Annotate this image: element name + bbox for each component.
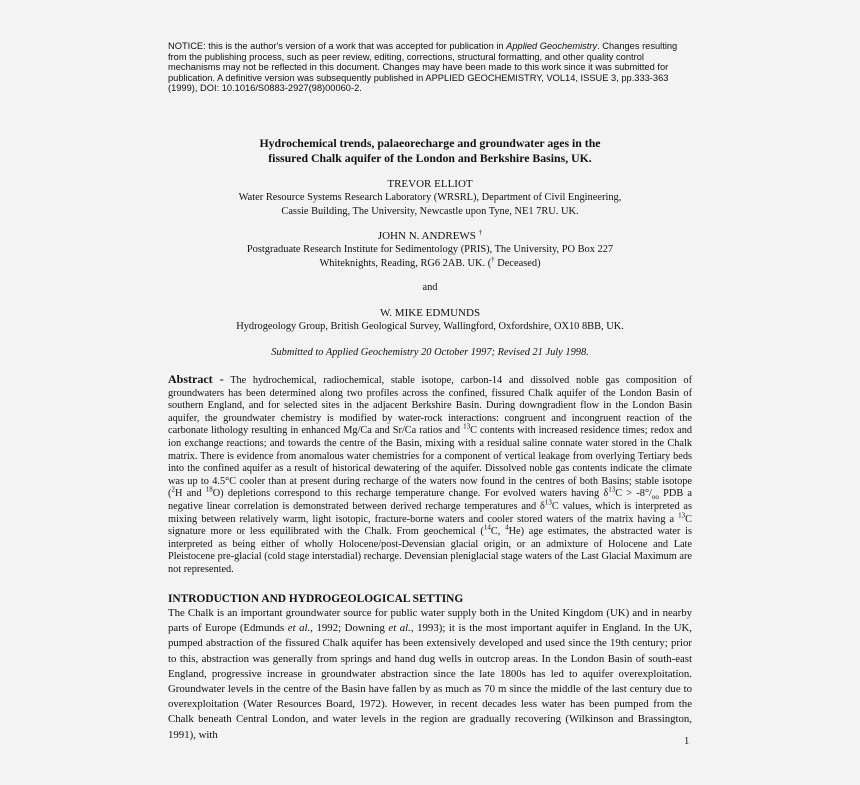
body-text: The Chalk is an important groundwater source for public water supply both in the United Kingdom (UK) and in nearby parts of Europe (Edmunds [168, 607, 692, 635]
dagger-mark: † [478, 228, 483, 237]
superscript: 13 [463, 422, 471, 431]
author-affiliation: Hydrogeology Group, British Geological Survey, Wallingford, Oxfordshire, OX10 8BB, UK. [236, 321, 624, 332]
section-heading: INTRODUCTION AND HYDROGEOLOGICAL SETTING [168, 593, 464, 605]
body-text: , 1992; Downing [310, 622, 389, 635]
title-line-2: fissured Chalk aquifer of the London and Berkshire Basins, UK. [268, 151, 592, 165]
abstract-text: C, [490, 526, 506, 538]
affiliation-line: Cassie Building, The University, Newcastle upon Tyne, NE1 7RU. UK. [281, 206, 579, 217]
subscript: oo [651, 493, 659, 502]
journal-name: Applied Geochemistry [506, 41, 598, 51]
affiliation-line: Water Resource Systems Research Laboratory (WRSRL), Department of Civil Engineering, [238, 192, 622, 203]
abstract-text: O) depletions correspond to this recharge temperature change. For evolved waters having δ [212, 488, 609, 500]
superscript: 13 [544, 498, 552, 507]
et-al: et al. [287, 622, 311, 635]
superscript: 13 [608, 485, 616, 494]
affiliation-line [168, 257, 692, 271]
superscript: 4 [505, 523, 509, 532]
dagger-mark: † [491, 255, 495, 264]
author-affiliation [168, 191, 692, 219]
abstract-text: C signature more or less equilibrated with the Chalk. From geochemical ( [168, 513, 692, 538]
abstract-paragraph [168, 373, 692, 577]
author-name: TREVOR ELLIOT [387, 178, 473, 190]
publication-notice [168, 41, 684, 94]
and-separator: and [422, 282, 438, 293]
author-name: W. MIKE EDMUNDS [379, 307, 481, 319]
author-affiliation [168, 243, 692, 271]
notice-text: NOTICE: this is the author's version of a work that was accepted for publication in [168, 41, 507, 51]
notice-text-rest: . Changes resulting from the publishing process, such as peer review, editing, corrections, structural formatting, and other quality control mechanisms may not be reflected in this document. Changes may have been made to this work since it was submitted for publication. A definitive version was subsequently published in APPLIED GEOCHEMISTRY, VOL14, ISSUE 3, pp.333-363 (1999), DOI: 10.1016/S0883-2927(98)00060-2. [168, 41, 678, 94]
superscript: 14 [483, 523, 491, 532]
et-al: et al. [388, 622, 411, 635]
paper-title [168, 136, 692, 166]
superscript: 2 [171, 485, 175, 494]
submission-note: Submitted to Applied Geochemistry 20 October 1997; Revised 21 July 1998. [271, 347, 589, 358]
abstract-label: Abstract - [168, 372, 224, 386]
abstract-text: PDB a negative linear correlation is demonstrated between derived recharge temperatures and δ [168, 488, 692, 512]
abstract-text: The hydrochemical, radiochemical, stable isotope, carbon-14 and dissolved noble gas composition of groundwaters has been determined along two profiles across the confined, fissured Chalk aquifer of the London Basin of southern England, and for selected sites in the adjacent Berkshire Basin. During downgradient flow in the London Basin aquifer, the groundwater chemistry is modified by water-rock interactions: congruent and incongruent reaction of the carbonate lithology resulting in enhanced Mg/Ca and Sr/Ca ratios and [168, 375, 692, 437]
author-name [168, 229, 692, 243]
affiliation-text: Whiteknights, Reading, RG6 2AB. UK. ( [319, 258, 492, 269]
abstract-text: H and [174, 488, 206, 500]
abstract-text: C contents with increased residence times; redox and ion exchange reactions; and towards the centre of the Basin, mixing with a residual saline connate water stored in the Chalk matrix. There is evidence from anomalous water chemistries for a component of vertical leakage from overlying Tertiary beds into the confined aquifer as a result of historical dewatering of the aquifer. Dissolved noble gas contents indicate the climate was up to 4.5°C cooler than at present during recharge of the waters now found in the centres of both Basins; stable isotope ( [168, 425, 692, 500]
page-number: 1 [684, 736, 690, 747]
body-text: , 1993); it is the most important aquifer in England. In the UK, pumped abstraction of the fissured Chalk aquifer has been extensively developed and used since the 19th century; prior to this, abstraction was generally from springs and hand dug wells in outcrop areas. In the London Basin of south-east England, progressive increase in groundwater abstraction since the late 1800s has led to aquifer overexploitation. Groundwater levels in the centre of the Basin have fallen by as much as 70 m since the middle of the last century due to overexploitation (Water Resources Board, 1972). However, in recent decades less water has been pumped from the Chalk beneath Central London, and water levels in the region are gradually recovering (Wilkinson and Brassington, 1991), with [168, 622, 692, 741]
abstract-text: C > -8 [615, 488, 645, 500]
body-paragraph [168, 606, 692, 743]
abstract-text: °/ [644, 488, 652, 500]
superscript: 13 [678, 511, 686, 520]
author-name-text: JOHN N. ANDREWS [377, 230, 476, 242]
affiliation-text-end: Deceased) [494, 258, 541, 269]
abstract-text: He) age estimates, the abstracted water is interpreted as being either of wholly Holocene/post-Devensian glacial origin, or an admixture of Holocene and Late Pleistocene pre-glacial (cold stage interstadial) recharge. Devensian pleniglacial stage waters of the Last Glacial Maximum are not represented. [168, 526, 692, 575]
title-line-1: Hydrochemical trends, palaeorecharge and groundwater ages in the [259, 136, 601, 150]
affiliation-line: Postgraduate Research Institute for Sedimentology (PRIS), The University, PO Box 227 [246, 244, 614, 255]
abstract-text: C values, which is interpreted as mixing between relatively warm, light isotopic, fracture-borne waters and cooler stored waters of the matrix having a [168, 500, 692, 525]
superscript: 18 [205, 485, 213, 494]
